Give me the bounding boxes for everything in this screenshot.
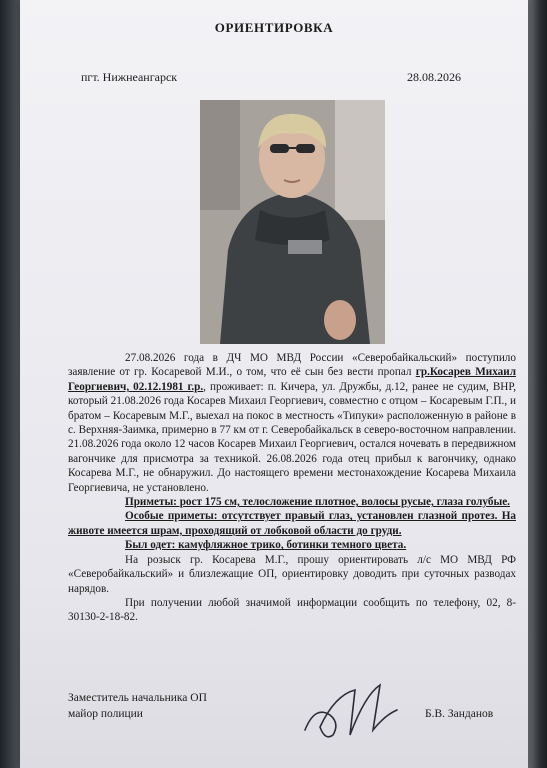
signer-rank: майор полиции <box>68 708 143 720</box>
signer-position: Заместитель начальника ОП <box>68 692 207 704</box>
incident-paragraph <box>68 351 516 495</box>
signer-block <box>68 690 207 722</box>
clothes-paragraph: Был одет: камуфляжное трико, ботинки темного цвета. <box>125 539 407 552</box>
missing-person-name: гр.Косарев Михаил Георгиевич, 02.12.1981 г.р. <box>68 366 516 393</box>
request-paragraph: На розыск гр. Косарева М.Г., прошу ориентировать л/с МО МВД РФ «Северобайкальский» и близлежащие ОП, ориентировку доводить при суточных разводах нарядов. <box>68 553 516 595</box>
document-title: ОРИЕНТИРОВКА <box>214 20 334 35</box>
special-signs-paragraph: Особые приметы: отсутствует правый глаз, установлен глазной протез. На животе имеется шрам, проходящий от лобковой области до груди. <box>68 510 516 537</box>
document-date: 28.08.2026 <box>407 70 461 84</box>
contact-paragraph: При получении любой значимой информации сообщить по телефону, 02, 8-30130-2-18-82. <box>68 596 516 624</box>
document-body <box>68 351 516 625</box>
signer-name: Б.В. Занданов <box>425 708 494 720</box>
handwritten-signature <box>295 675 405 745</box>
incident-text-details: , проживает: п. Кичера, ул. Дружбы, д.12, ранее не судим, ВНР, который 21.08.2026 года Косарев Михаил Георгиевич, совместно с отцом – Косаревым Г.П., и братом – Косаревым М.Г., выехал на покос в местность «Типуки» расположенную в районе в с. Верхняя-Заимка, примерно в 77 км от г. Северобайкальск в северо-восточном направлении. 21.08.2026 года около 12 часов Косарев Михаил Георгиевич, остался ночевать в передвижном вагончике для присмотра за техникой. 26.08.2026 года отец прибыл к вагончику, однако Косарева М.Г., не обнаружил. До настоящего времени местонахождение Косарева Михаила Георгиевича, не установлено. <box>68 380 517 494</box>
missing-person-photo <box>200 100 385 344</box>
signs-paragraph: Приметы: рост 175 см, телосложение плотное, волосы русые, глаза голубые. <box>125 496 510 509</box>
incident-text-intro: 27.08.2026 года в ДЧ МО МВД России «Северобайкальский» поступило заявление от гр. Косаревой М.И., о том, что её сын без вести пропал <box>68 352 516 379</box>
document-place: пгт. Нижнеангарск <box>81 70 178 84</box>
document-sheet <box>20 0 528 768</box>
